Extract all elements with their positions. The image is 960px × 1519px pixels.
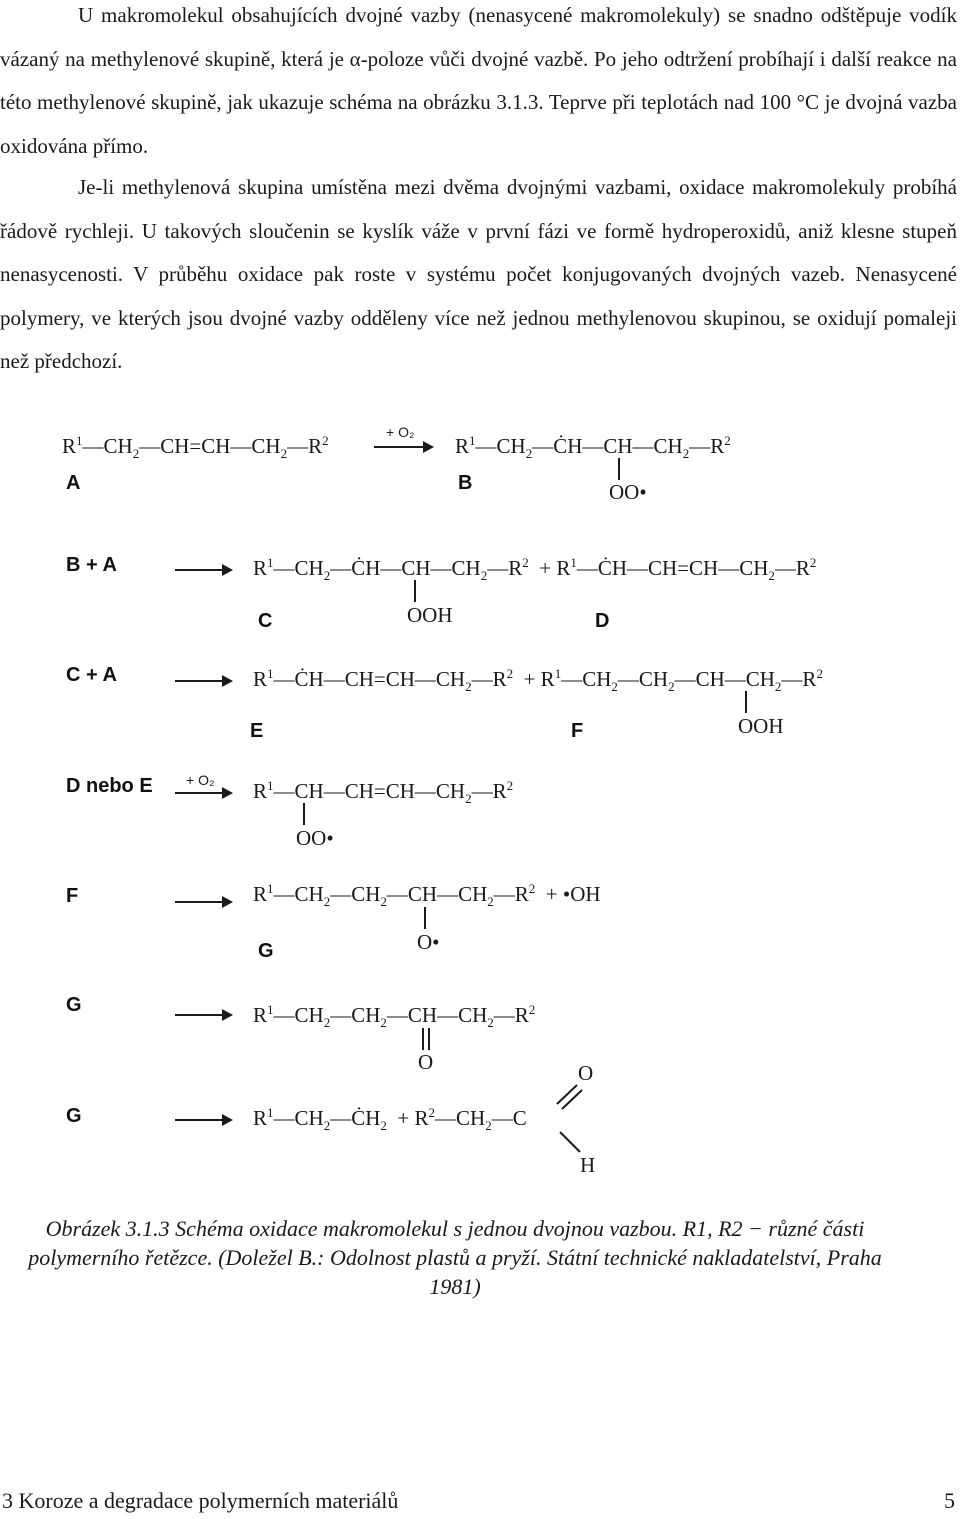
aldehyde-bonds bbox=[550, 1080, 590, 1160]
label-G-row2: G bbox=[66, 1105, 82, 1127]
figure-caption: Obrázek 3.1.3 Schéma oxidace makromolekul s jednou dvojnou vazbou. R1, R2 − různé části polymerního řetězce. (Doležel B.: Odolnost plastů a pryží. Státní technické nakladatelství, Praha 1981) bbox=[28, 1216, 882, 1299]
substituent-O-radical: O• bbox=[417, 930, 440, 954]
label-G-row1: G bbox=[66, 994, 82, 1016]
arrow-3 bbox=[175, 680, 231, 682]
paragraph-1: U makromolekul obsahujících dvojné vazby (nenasycené makromolekuly) se snadno odštěpuje vodík vázaný na methylenové skupině, která je α-poloze vůči dvojné vazbě. Po jeho odtržení probíhají i další reakce na této methylenové skupině, jak ukazuje schéma na obrázku 3.1.3. Teprve při teplotách nad 100 °C je dvojná vazba oxidována přímo. bbox=[0, 3, 957, 158]
formula-ketone: $R^1—CH_2—CH_2—CH—CH_2—R^2$ bbox=[253, 1002, 536, 1031]
label-E: E bbox=[250, 720, 264, 742]
formula-C-D: $R^1—CH_2—ĊH—CH—CH_2—R^2$ + $R^1—ĊH—CH=CH—CH_2—R^2$ bbox=[253, 555, 817, 584]
substituent-H-aldehyde: H bbox=[580, 1153, 596, 1177]
label-A: A bbox=[66, 472, 81, 494]
bond-B bbox=[618, 458, 620, 480]
formula-E-F: $R^1—ĊH—CH=CH—CH_2—R^2$ + $R^1—CH_2—CH_2—CH—CH_2—R^2$ bbox=[253, 666, 823, 695]
label-C-plus-A: C + A bbox=[66, 664, 117, 686]
label-B-plus-A: B + A bbox=[66, 554, 117, 576]
label-D-nebo-E: D nebo E bbox=[66, 775, 153, 797]
bond-G bbox=[424, 907, 426, 929]
label-B: B bbox=[458, 472, 473, 494]
condition-o2-2: + O₂ bbox=[186, 772, 215, 788]
arrow-4 bbox=[175, 792, 231, 794]
arrow-2 bbox=[175, 569, 231, 571]
formula-B: $R^1—CH_2—ĊH—CH—CH_2—R^2$ bbox=[455, 433, 731, 462]
label-C: C bbox=[258, 610, 273, 632]
formula-peroxy: $R^1—CH—CH=CH—CH_2—R^2$ bbox=[253, 778, 514, 807]
label-D: D bbox=[595, 610, 610, 632]
condition-o2: + O₂ bbox=[386, 424, 415, 440]
paragraph-2: Je-li methylenová skupina umístěna mezi dvěma dvojnými vazbami, oxidace makromolekuly probíhá řádově rychleji. U takových sloučenin se kyslík váže v první fázi ve formě hydroperoxidů, aniž klesne stupeň nenasycenosti. V průběhu oxidace pak roste v systému počet konjugovaných dvojných vazeb. Nenasycené polymery, ve kterých jsou dvojné vazby odděleny více než jednou methylenovou skupinou, se oxidují pomaleji než předchozí. bbox=[0, 175, 957, 373]
substituent-OOH-F: OOH bbox=[738, 714, 784, 738]
footer-page-number: 5 bbox=[944, 1488, 955, 1513]
formula-aldehyde: $R^1—CH_2—ĊH_2$ + $R^2—CH_2—C$ bbox=[253, 1105, 527, 1134]
label-G: G bbox=[258, 940, 274, 962]
bond-ketone-2 bbox=[428, 1028, 430, 1050]
substituent-O-ketone: O bbox=[418, 1050, 434, 1074]
arrow-1 bbox=[374, 446, 432, 448]
footer-chapter: 3 Koroze a degradace polymerních materiálů bbox=[2, 1488, 399, 1513]
arrow-5 bbox=[175, 901, 231, 903]
formula-A: $R^1—CH_2—CH=CH—CH_2—R^2$ bbox=[62, 433, 329, 462]
bond-peroxy bbox=[303, 803, 305, 825]
substituent-OOH-C: OOH bbox=[407, 603, 453, 627]
bond-F bbox=[745, 691, 747, 713]
arrow-7 bbox=[175, 1119, 231, 1121]
substituent-OO-radical: OO• bbox=[609, 480, 647, 504]
arrow-6 bbox=[175, 1014, 231, 1016]
formula-G: $R^1—CH_2—CH_2—CH—CH_2—R^2$ + •OH bbox=[253, 881, 601, 910]
substituent-O-aldehyde: O bbox=[578, 1061, 594, 1085]
bond-C bbox=[414, 580, 416, 602]
label-F: F bbox=[571, 720, 584, 742]
substituent-OH-radical: •OH bbox=[562, 882, 601, 906]
substituent-OO-radical-2: OO• bbox=[296, 826, 334, 850]
bond-ketone-1 bbox=[422, 1028, 424, 1050]
label-F-row: F bbox=[66, 885, 79, 907]
